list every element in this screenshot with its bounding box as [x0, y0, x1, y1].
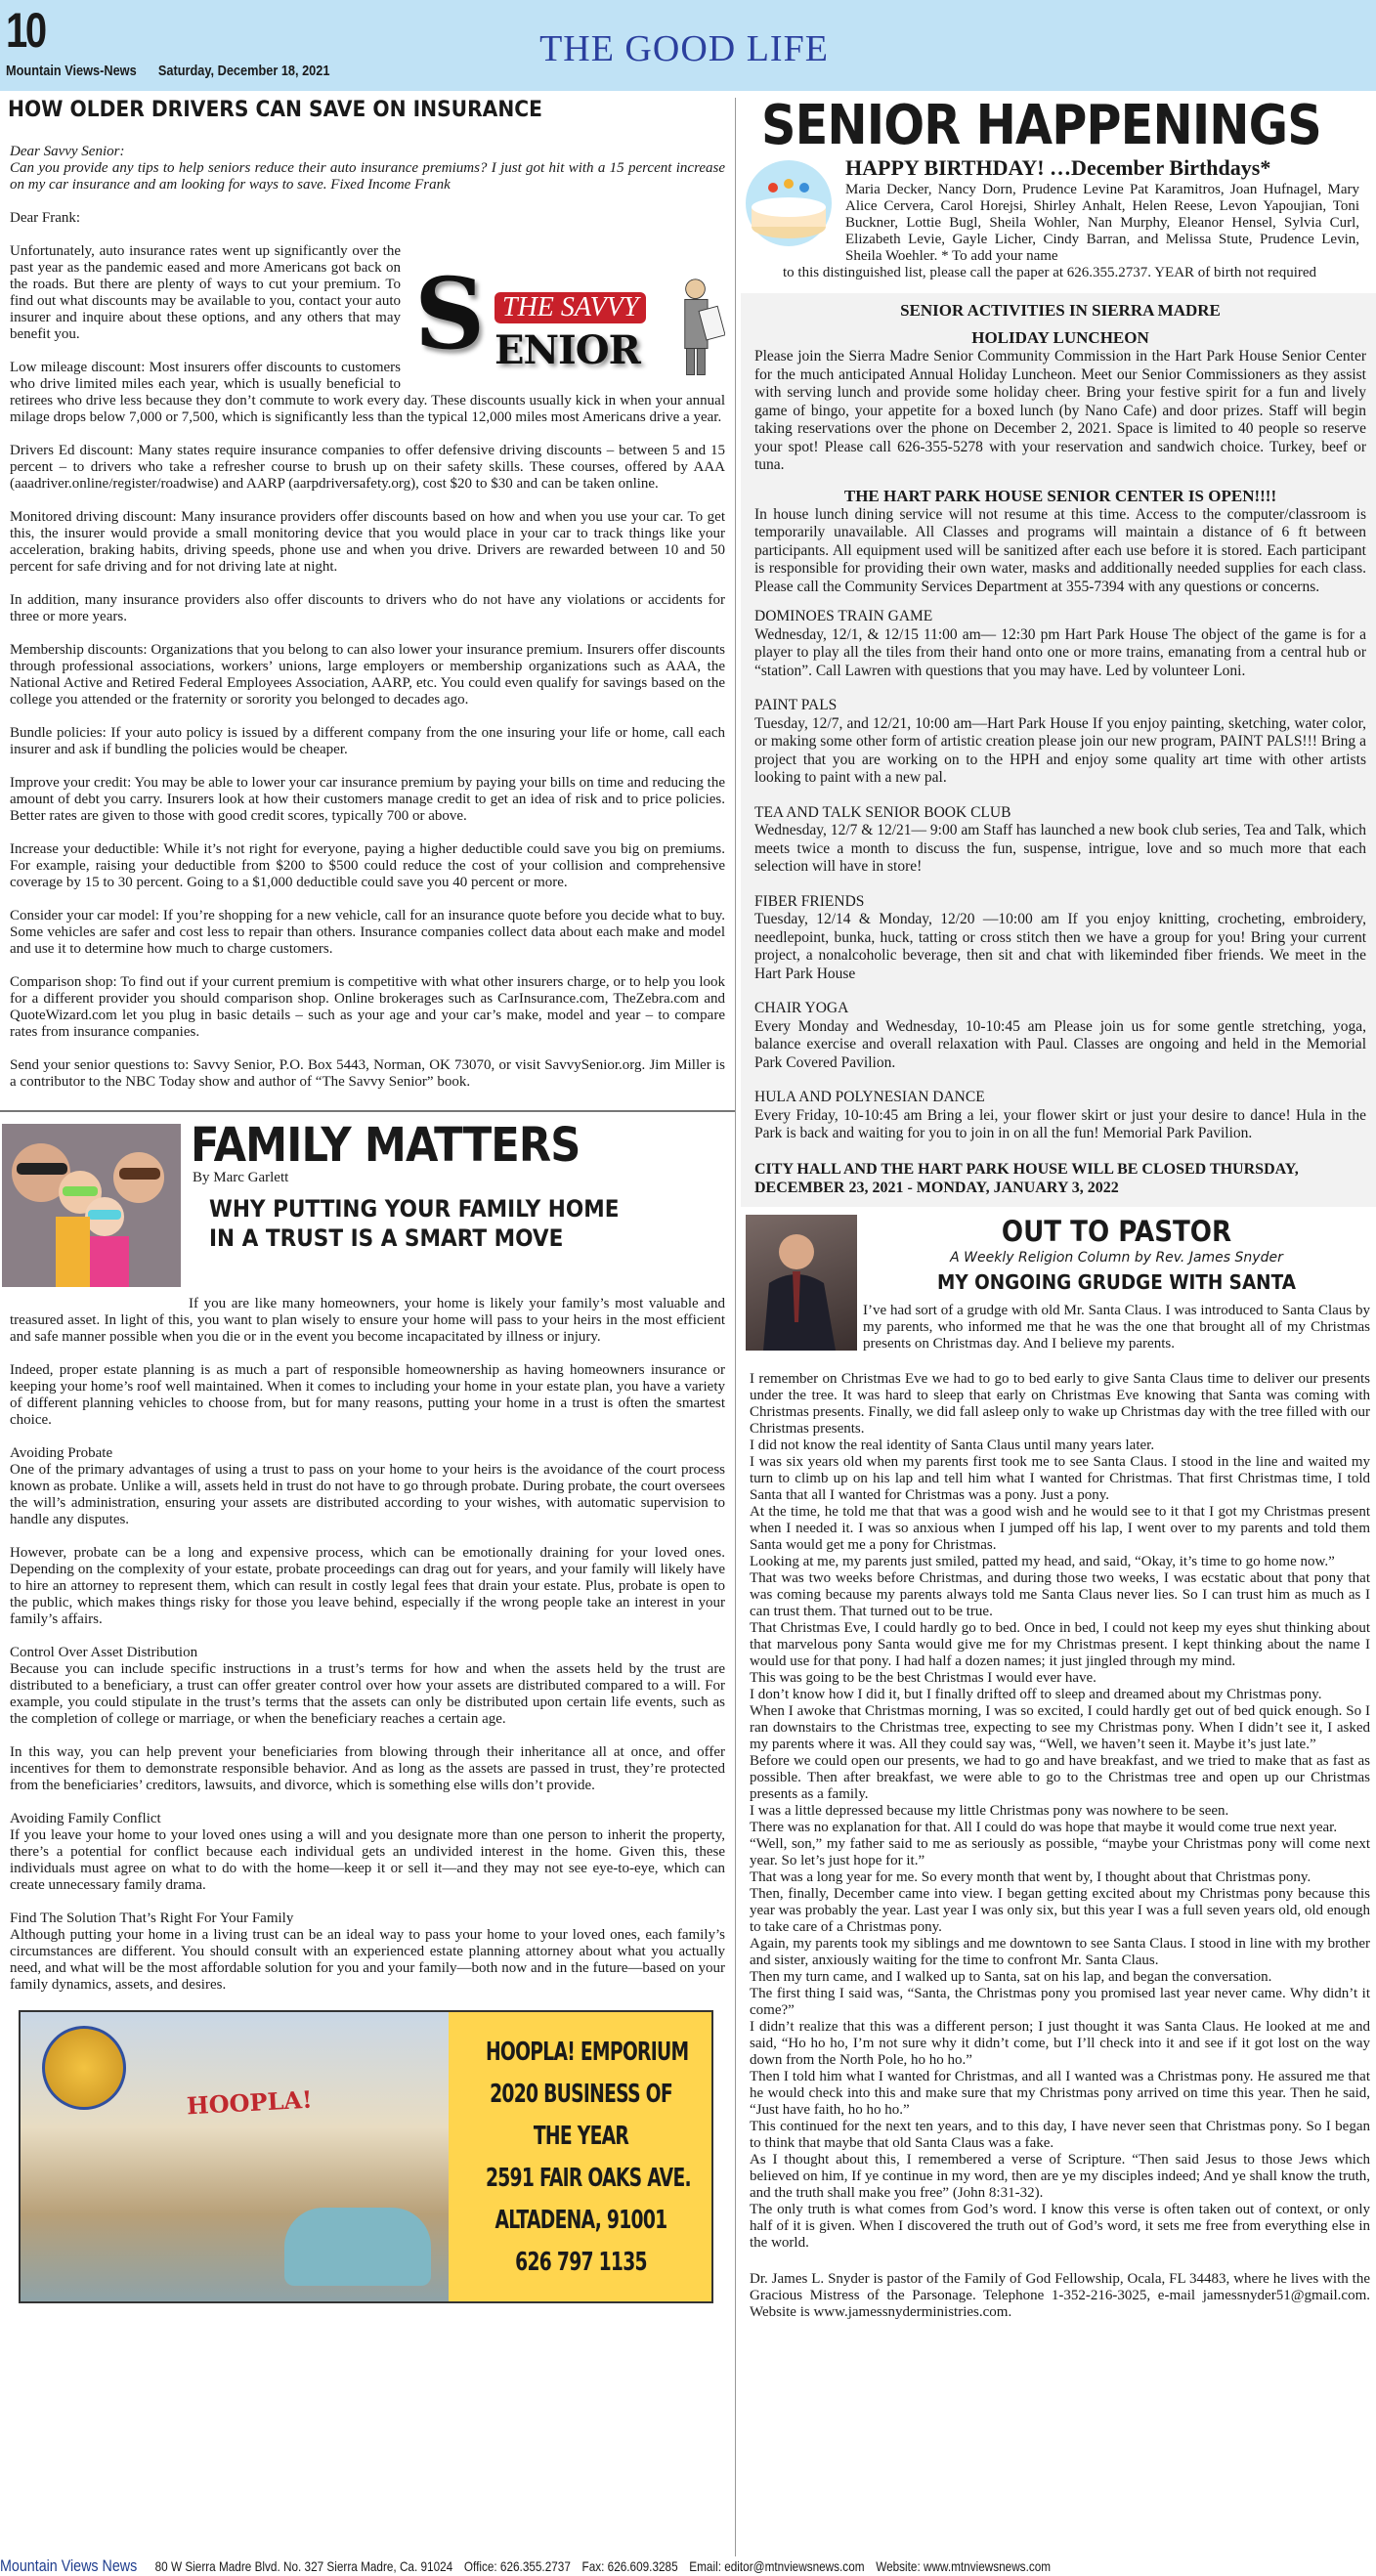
birthday-section — [742, 154, 1370, 281]
paragraph: Low mileage discount: Most insurers offer discounts to customers who drive limited miles each year, which is usually beneficial to retirees who drive less because they don’t commute to work every day. These discounts usually kick in when your annual milage drops below 7,000 or 7,500, which is significantly less than the typical 12,000 miles most Americans drive a year. — [10, 360, 725, 425]
article-section — [10, 1744, 725, 1794]
section-title: THE GOOD LIFE — [539, 28, 829, 69]
article-section — [754, 1000, 1366, 1072]
section-text: One of the primary advantages of using a trust to pass on your home to your heirs is the avoidance of the court process known as probate. Unlike a will, assets held in trust do not have to go through probate. During probate, the court oversees the will’s administration, ensuring your assets are distributed according to your wishes, with automatic supervision to handle any disputes. — [10, 1462, 725, 1527]
section-subheading: TEA AND TALK SENIOR BOOK CLUB — [754, 803, 1011, 821]
savvy-senior-logo — [412, 256, 725, 386]
paragraph: That was a long year for me. So every month that went by, I thought about that Christmas pony. — [750, 1868, 1312, 1885]
activities-heading: SENIOR ACTIVITIES IN SIERRA MADRE — [900, 301, 1221, 320]
pastor-intro: I’ve had sort of a grudge with old Mr. Santa Claus. I was introduced to Santa Claus by my parents, who informed me that he was the one that brought all of my Christmas presents on Christmas day. And I believe my parents. — [863, 1302, 1370, 1352]
question-text: Can you provide any tips to help seniors reduce their auto insurance premiums? I just got hit with a 15 percent increase on my car insurance and am looking for ways to save. Fixed Income Frank — [10, 160, 725, 193]
ad-text — [485, 2032, 691, 2284]
left-column — [0, 98, 736, 2556]
section-text: Tuesday, 12/14 & Monday, 12/20 —10:00 am If you enjoy knitting, crocheting, embroidery, needlepoint, bunka, huck, tatting or cross stitch then we have a group for you! Bring your current project, a nonalcoholic beverage, then sit and chat with likeminded fiber friends. We meet in the Hart Park House — [754, 911, 1366, 982]
out-to-pastor-header — [742, 1215, 1370, 1353]
section-text: If you are like many homeowners, your home is likely your family’s most valuable and treasured asset. In light of this, you want to plan wisely to ensure your home will pass to your heirs in the most efficient and safe manner possible when you die or in the event you become incapacitated by illness or injury. — [10, 1296, 725, 1345]
hoopla-emporium-ad[interactable] — [19, 2010, 713, 2303]
article-section — [10, 1645, 725, 1728]
question-salutation: Dear Savvy Senior: — [10, 144, 125, 159]
page-number: 10 — [6, 3, 45, 58]
paragraph: Bundle policies: If your auto policy is issued by a different company from the one insuring your life or home, call each insurer and ask if bundling the policies would be cheaper. — [10, 725, 725, 757]
paragraph: Unfortunately, auto insurance rates went up significantly over the past year as the pandemic eased and more Americans got back on the roads. But there are plenty of ways to cut your premium. To find out what discounts may be available to you, contact your auto insurer and inquire about these options, and any others that may benefit you. — [10, 243, 401, 342]
article-section — [754, 804, 1366, 877]
article-section — [10, 1296, 725, 1346]
paragraph: As I thought about this, I remembered a verse of Scripture. “Then said Jesus to those Jews which believed on him, If ye continue in my word, then are ye my disciples indeed; And ye shall know the truth, and the truth shall make you free” (John 8:31-32). — [750, 2151, 1370, 2201]
page-columns — [0, 91, 1376, 2556]
birthday-note: to this distinguished list, please call the paper at 626.355.2737. YEAR of birth not required — [783, 265, 1317, 280]
section-text: If you leave your home to your loved ones using a will and you designate more than one person to inherit the property, there’s a potential for conflict because each individual gets an undivided interest in the home. Given this, these individuals must agree on what to do with the home—keep it or sell it—and they may not see eye-to-eye, which can create unnecessary family drama. — [10, 1827, 725, 1893]
paragraph: This was going to be the best Christmas I would ever have. — [750, 1669, 1096, 1686]
article-section — [10, 1362, 725, 1429]
section-text: Although putting your home in a living trust can be an ideal way to pass your home to your loved ones, each family’s circumstances are different. You should consult with an experienced estate planning attorney about what you actually need, and what will be the most affordable solution for you and your family—both now and in the future—based on your family dynamics, assets, and desires. — [10, 1927, 725, 1993]
footer-email[interactable]: Email: editor@mtnviewsnews.com — [689, 2558, 865, 2574]
headline-line: IN A TRUST IS A SMART MOVE — [209, 1224, 564, 1252]
section-text: Wednesday, 12/1, & 12/15 11:00 am— 12:30 pm Hart Park House The object of the game is for a player to play all the tiles from their hand onto one or more trains, emanating from a central hub or “station”. Call Lawren with questions that you may have. Led by volunteer Loni. — [754, 625, 1366, 679]
article-section — [10, 1911, 725, 1994]
luncheon-text: Please join the Sierra Madre Senior Community Commission in the Hart Park House Senior Center for the much anticipated Annual Holiday Luncheon. Meet our Senior Commissioners as they assist with serving lunch and provide some holiday cheer. Bring your festive spirit for a fun and lively game of bingo, your appetite for a boxed lunch (by Nano Cafe) and door prizes. Staff will begin taking reservations over the phone on December 2, 2021. Space is limited to 40 people so reserve your spot! Please call 626-355-5278 with your reservation and sandwich choice. Turkey, beef or tuna. — [754, 348, 1366, 473]
paragraph: Then my turn came, and I walked up to Santa, sat on his lap, and began the conversation. — [750, 1968, 1272, 1985]
family-article — [10, 1296, 725, 1994]
section-subheading: HULA AND POLYNESIAN DANCE — [754, 1089, 985, 1105]
paragraph: The only truth is what comes from God’s word. I know this verse is often taken out of context, or only half of it is given. When I discovered the truth out of God’s word, it sets me free from everything else in the world. — [750, 2201, 1370, 2251]
paragraph: Consider your car model: If you’re shopping for a new vehicle, call for an insurance quote before you decide what to buy. Some vehicles are safer and cost less to repair than others. Insurance companies collect data about each make and model and use it to determine how much to charge customers. — [10, 908, 725, 957]
article-section — [10, 1445, 725, 1528]
logo-word: ENIOR — [494, 327, 640, 373]
section-text: Wednesday, 12/7 & 12/21— 9:00 am Staff has launched a new book club series, Tea and Talk, which meets twice a month to discuss the fun, suspense, intrigue, love and so much more that each selection will have in store! — [754, 822, 1366, 875]
ad-line: THE YEAR — [533, 2122, 629, 2151]
paragraph: Drivers Ed discount: Many states require insurance companies to offer defensive driving discounts – between 5 and 15 percent – to drivers who take a refresher course to brush up on their safety skills. These courses, offered by AAA (aaadriver.online/register/roadwise) and AARP (aarpdriversafety.org), cost $20 to $30 and can be taken online. — [10, 443, 725, 492]
store-sign: HOOPLA! — [186, 2084, 314, 2121]
pastor-headline: MY ONGOING GRUDGE WITH SANTA — [937, 1269, 1296, 1294]
article-section — [754, 893, 1366, 984]
paragraph: I don’t know how I did it, but I finally drifted off to sleep and dreamed about my Christmas pony. — [750, 1686, 1322, 1702]
pastor-photo — [746, 1215, 857, 1351]
paragraph: I did not know the real identity of Santa Claus until many years later. — [750, 1437, 1155, 1453]
paragraph: I remember on Christmas Eve we had to go to bed early to give Santa Claus time to deliver our presents under the tree. It was hard to sleep that early on Christmas Eve knowing that Santa was coming with Christmas presents. Finally, we did fall asleep only to wake up Christmas day with the tree filled with our Christmas presents. — [750, 1370, 1370, 1437]
senior-activities-box — [741, 293, 1376, 1207]
paragraph: When I awoke that Christmas morning, I was so excited, I could hardly get out of bed quick enough. So I ran downstairs to the Christmas tree, expecting to see my Christmas pony. When I didn’t see it, I asked my parents where it was. All they could say was, “Well, we haven’t seen it. Maybe it’s just late.” — [750, 1702, 1370, 1752]
column-subtitle: A Weekly Religion Column by Rev. James Snyder — [950, 1249, 1283, 1266]
page-footer — [0, 2556, 1376, 2576]
paragraph: Then I told him what I wanted for Christmas, and all I wanted was a Christmas pony. He assured me that he would check into this and make sure that my Christmas pony arrived on time this year. Then he said, “Just have faith, ho ho ho.” — [750, 2068, 1370, 2118]
birthday-cake-icon — [744, 158, 834, 248]
paragraph: Before we could open our presents, we had to go and have breakfast, and we tried to make that as fast as possible. Then after breakfast, we were able to go to the Christmas tree and open up our Christmas presents as a family. — [750, 1752, 1370, 1802]
footer-fax: Fax: 626.609.3285 — [581, 2558, 678, 2574]
article-section — [10, 1545, 725, 1628]
paragraph: Membership discounts: Organizations that you belong to can also lower your insurance premium. Insurers offer discounts through professional associations, workers’ unions, large employers or membership organizations such as AAA, the National Active and Retired Federal Employees Association, AARP, etc. You could even qualify for savings based on the college you attended or the fraternity or sorority you belonged to decades ago. — [10, 642, 725, 708]
logo-letter: S — [414, 256, 486, 371]
birthday-names: Maria Decker, Nancy Dorn, Prudence Levine Pat Karamitros, Joan Hufnagel, Mary Alice Cervera, Carol Horejsi, Shirley Anhalt, Helen Reese, Levon Yapoujian, Toni Buckner, Lottie Bugl, Sheila Wohler, Nan Murphy, Eleanor Hensel, Sylvia Curl, Elizabeth Levie, Gayle Licher, Cindy Barran, and Melissa Stute, Prudence Levin, Sheila Woehler. * To add your name — [845, 182, 1359, 264]
award-badge-icon — [42, 2026, 126, 2110]
article-section — [754, 1089, 1366, 1143]
issue-date: Saturday, December 18, 2021 — [157, 63, 330, 79]
family-photo — [2, 1124, 181, 1287]
section-text: In this way, you can help prevent your beneficiaries from blowing through their inheritance all at once, and offer incentives for them to demonstrate responsible behavior. And as long as the assets are passed in trust, they’re protected from the beneficiaries’ creditors, lawsuits, and divorce, which is something else wills don’t provide. — [10, 1744, 725, 1793]
savvy-article — [10, 144, 725, 1091]
ad-line: 2020 BUSINESS OF — [490, 2080, 672, 2109]
paragraph: In addition, many insurance providers also offer discounts to drivers who do not have any violations or accidents for three or more years. — [10, 592, 725, 624]
paragraph: I didn’t realize that this was a different person; I just thought it was Santa Claus. He looked at me and said, “Ho ho ho, I’m not sure why it didn’t come, but I’ll check into it and see if it got lost on the way down from the North Pole, ho ho ho.” — [750, 2018, 1370, 2068]
paragraph: At the time, he told me that that was a good wish and he would see to it that I got my Christmas present when I needed it. I was so anxious when I jumped off his lap, I went over to my parents and told them Santa would get me a pony for Christmas. — [750, 1503, 1370, 1553]
paragraph: “Well, son,” my father said to me as seriously as possible, “maybe your Christmas pony will come next year. So let’s just hope for it.” — [750, 1835, 1370, 1868]
article-section — [754, 608, 1366, 680]
ad-line: 626 797 1135 — [515, 2248, 647, 2277]
paragraph: Looking at me, my parents just smiled, patted my head, and said, “Okay, it’s time to go home now.” — [750, 1553, 1335, 1569]
closure-notice: CITY HALL AND THE HART PARK HOUSE WILL BE CLOSED THURSDAY, DECEMBER 23, 2021 - MONDAY, JANUARY 3, 2022 — [754, 1160, 1299, 1196]
headline-line: WHY PUTTING YOUR FAMILY HOME — [209, 1195, 620, 1223]
reader-question — [10, 144, 725, 193]
article-section — [754, 697, 1366, 788]
footer-office-phone: Office: 626.355.2737 — [463, 2558, 571, 2574]
paragraph: There was no explanation for that. All I could do was hope that maybe it would come true next year. — [750, 1819, 1338, 1835]
author-bio: Dr. James L. Snyder is pastor of the Family of God Fellowship, Ocala, FL 34483, where he lives with the Gracious Mistress of the Parsonage. Telephone 1-352-216-3025, e-mail jamessnyder51@gmail.com. Website is www.jamessnyderministries.com. — [750, 2270, 1370, 2320]
page-masthead — [0, 0, 1376, 91]
section-text: Indeed, proper estate planning is as much a part of responsible homeownership as having homeowners insurance or keeping your home’s roof well maintained. When it comes to including your home in your estate plan, you have a variety of different planning vehicles to choose from, but for many reasons, putting your home in a trust is often the smartest choice. — [10, 1362, 725, 1428]
logo-badge: THE SAVVY — [494, 292, 646, 323]
paragraph: Then, finally, December came into view. I began getting excited about my Christmas pony because this year was probably the year. Last year I was only six, but this year I was a full seven years old, old enough to take care of a Christmas pony. — [750, 1885, 1370, 1935]
ad-line: 2591 FAIR OAKS AVE. — [485, 2164, 691, 2193]
paragraph: The first thing I said was, “Santa, the Christmas pony you promised last year never came. Why didn’t it come?” — [750, 1985, 1370, 2018]
birthday-heading: HAPPY BIRTHDAY! …December Birthdays* — [845, 155, 1271, 180]
activity-list — [754, 608, 1366, 1143]
answer-salutation: Dear Frank: — [10, 210, 81, 226]
section-subheading: Find The Solution That’s Right For Your Family — [10, 1911, 294, 1926]
section-subheading: CHAIR YOGA — [754, 1000, 849, 1016]
luncheon-heading: HOLIDAY LUNCHEON — [971, 328, 1149, 347]
family-matters-header — [10, 1118, 725, 1300]
birthday-list — [783, 182, 1359, 281]
paper-name: Mountain Views-News — [6, 63, 137, 79]
pastor-paragraphs — [750, 1371, 1370, 2252]
car-icon — [284, 2208, 431, 2286]
paragraph: Monitored driving discount: Many insurance providers offer discounts based on how and when you use your car. To get this, the insurer would provide a small monitoring device that you would place in your car to track things like your acceleration, braking habits, driving speeds, phone use and when you drive. Drivers are rewarded between 10 and 50 percent for safe driving and for not driving late at night. — [10, 509, 725, 575]
senior-happenings-title: SENIOR HAPPENINGS — [761, 94, 1321, 157]
footer-website[interactable]: Website: www.mtnviewsnews.com — [876, 2558, 1052, 2574]
paragraph: Comparison shop: To find out if your current premium is competitive with what other insurers charge, or to help you look for a different provider you should comparison shop. Online brokerages such as CarInsurance.com, TheZebra.com and QuoteWizard.com let you plug in basic details – such as your age and your car’s make, model and year – to compare rates from insurance companies. — [10, 974, 725, 1040]
center-open-text: In house lunch dining service will not resume at this time. Access to the computer/classroom is temporarily unavailable. All Classes and programs will maintain a distance of 6 ft between participants. All equipment used will be sanitized after each use before it is stored. Each participant is responsible for providing their own water, masks and additionally needed supplies for each class. Please call the Community Services Department at 355-7394 with any questions or concerns. — [754, 505, 1366, 595]
right-column — [736, 94, 1376, 2556]
family-headline — [209, 1194, 619, 1253]
section-text: Because you can include specific instructions in a trust’s terms for how and when the assets held by the trust are distributed to a beneficiary, a trust can offer greater control over how your assets are distributed compared to a will. For example, you could stipulate in the trust’s terms that the assets can only be distributed upon certain life events, such as the completion of college or marriage, or when the beneficiary reaches a certain age. — [10, 1661, 725, 1727]
paragraph: This continued for the next ten years, and to this day, I have never seen that Christmas pony. So I began to think that maybe that old Santa Claus was a fake. — [750, 2118, 1370, 2151]
paragraph: Again, my parents took my siblings and me downtown to see Santa Claus. I stood in line with my brother and sister, anxiously waiting for the time to confront Mr. Santa Claus. — [750, 1935, 1370, 1968]
section-subheading: Avoiding Probate — [10, 1445, 113, 1461]
pastor-portrait — [746, 1215, 857, 1351]
byline: By Marc Garlett — [193, 1170, 289, 1185]
savvy-headline: HOW OLDER DRIVERS CAN SAVE ON INSURANCE — [8, 98, 542, 122]
column-title: OUT TO PASTOR — [1001, 1214, 1232, 1248]
paragraph: Improve your credit: You may be able to lower your car insurance premium by paying your bills on time and reducing the amount of debt you carry. Insurers look at how their customers manage credit to get an idea of risk and to price policies. Better rates are given to those with good credit scores, typically 700 or above. — [10, 775, 725, 824]
paragraph: Increase your deductible: While it’s not right for everyone, paying a higher deductible could save you big on premiums. For example, raising your deductible from $200 to $500 could reduce the cost of your collision and comprehensive coverage by 15 to 30 percent. Going to a $1,000 deductible could save you 40 percent or more. — [10, 841, 725, 890]
column-title: FAMILY MATTERS — [191, 1118, 580, 1173]
section-subheading: Control Over Asset Distribution — [10, 1645, 198, 1660]
article-divider — [0, 1110, 735, 1112]
section-text: Every Friday, 10-10:45 am Bring a lei, your flower skirt or just your desire to dance! Hula in the Park is back and waiting for you to join in on all the fun! Memorial Park Pavilion. — [754, 1106, 1366, 1141]
paragraph: Send your senior questions to: Savvy Senior, P.O. Box 5443, Norman, OK 73070, or visit SavvySenior.org. Jim Miller is a contributor to the NBC Today show and author of “The Savvy Senior” book. — [10, 1057, 725, 1090]
pastor-heading-block — [863, 1215, 1370, 1352]
section-subheading: PAINT PALS — [754, 697, 838, 713]
paragraph: That was two weeks before Christmas, and during those two weeks, I was ecstatic about that pony that was coming because my parents always told me Santa Claus never lies. So I can trust him as much as I can trust them. That turned out to be true. — [750, 1569, 1370, 1619]
family-photo-image — [2, 1124, 181, 1287]
paragraph: That Christmas Eve, I could hardly go to bed. Once in bed, I could not keep my eyes shut thinking about that marvelous pony Santa would give me for my Christmas present. I kept thinking about the name I would use for that pony. I had half a dozen names; it just jingled through my mind. — [750, 1619, 1370, 1669]
section-text: Every Monday and Wednesday, 10-10:45 am Please join us for some gentle stretching, yoga, balance exercise and overall relaxation with Paul. Classes are ongoing and held in the Memorial Park Covered Pavilion. — [754, 1017, 1366, 1071]
section-text: Tuesday, 12/7, and 12/21, 10:00 am—Hart Park House If you enjoy painting, sketching, water color, or making some other form of artistic creation please join our new program, PAINT PALS!!! Bring a project that you are working on to the HPH and enjoy some quality art time with other artists looking to paint with a new pal. — [754, 714, 1366, 786]
section-subheading: DOMINOES TRAIN GAME — [754, 608, 933, 624]
paragraph: I was six years old when my parents first took me to see Santa Claus. I stood in the line and waited my turn to climb up on his lap and tell him what I wanted for Christmas. That first Christmas time, I told Santa that all I wanted for Christmas was a pony. Just a pony. — [750, 1453, 1370, 1503]
center-open-heading: THE HART PARK HOUSE SENIOR CENTER IS OPEN!!!! — [843, 486, 1277, 505]
paper-dateline — [6, 63, 348, 79]
footer-address: 80 W Sierra Madre Blvd. No. 327 Sierra Madre, Ca. 91024 — [154, 2558, 453, 2574]
section-text: However, probate can be a long and expensive process, which can be emotionally draining for your loved ones. Depending on the complexity of your estate, probate proceedings can drag out for years, and your family will likely have to hire an attorney to represent them, which can result in costly legal fees that drain your estate. Plus, probate is open to the public, which makes things risky for those you leave behind, especially if the wrong people take an interest in your family’s affairs. — [10, 1545, 725, 1627]
article-section — [10, 1811, 725, 1894]
paragraph: I was a little depressed because my little Christmas pony was nowhere to be seen. — [750, 1802, 1229, 1819]
footer-brand: Mountain Views News — [0, 2556, 138, 2575]
ad-line: HOOPLA! EMPORIUM — [485, 2038, 689, 2067]
ad-line: ALTADENA, 91001 — [494, 2206, 667, 2235]
section-subheading: Avoiding Family Conflict — [10, 1811, 161, 1826]
storefront-painting — [21, 2012, 449, 2301]
section-subheading: FIBER FRIENDS — [754, 892, 865, 910]
pastor-article — [742, 1371, 1370, 2321]
cartoon-senior-icon — [674, 271, 725, 386]
